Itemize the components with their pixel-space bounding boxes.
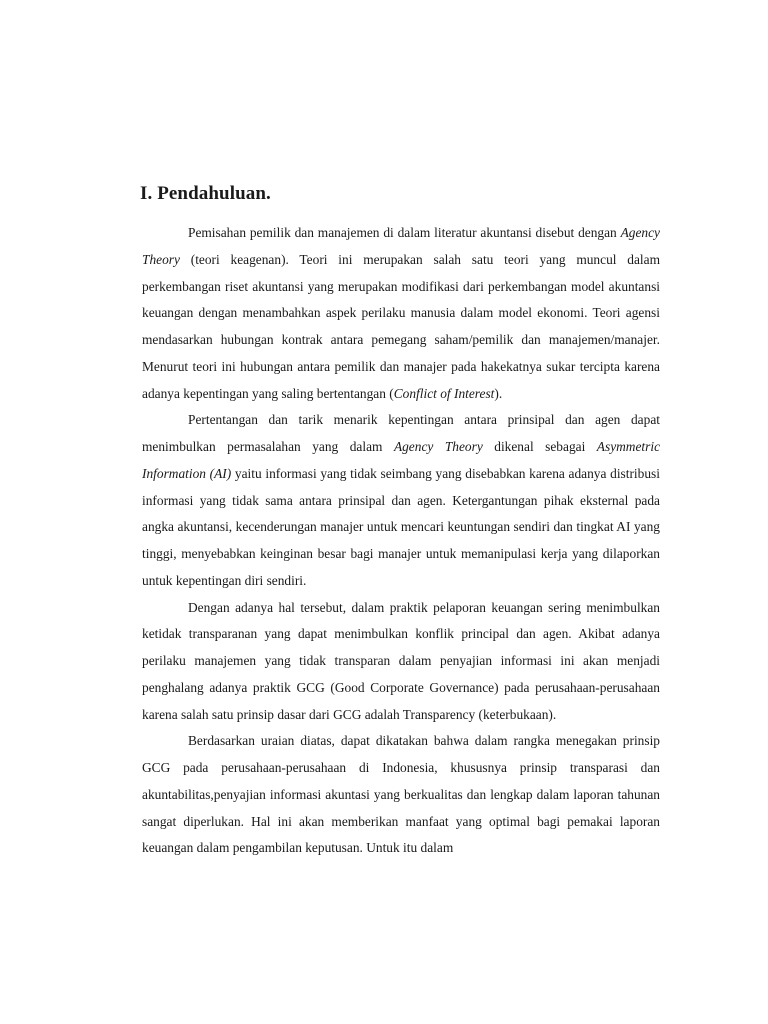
paragraph-2-italic-1: Agency Theory xyxy=(393,439,483,454)
paragraph-4 xyxy=(142,728,660,862)
paragraph-1-italic-2: Conflict of Interest xyxy=(393,385,495,401)
paragraph-2 xyxy=(142,407,660,594)
paragraph-1-italic-1: Agency Theory xyxy=(142,225,660,267)
paragraph-3 xyxy=(142,595,660,729)
paragraph-1 xyxy=(142,220,660,407)
paragraph-1-text-1: Pemisahan pemilik dan manajemen di dalam literatur akuntansi disebut dengan xyxy=(188,225,621,240)
paragraph-2-text-3: yaitu informasi yang tidak seimbang yang disebabkan karena adanya distribusi informasi yang tidak sama antara prinsipal dan agen. Ketergantungan pihak eksternal pada angka akuntansi, kecenderungan manajer untuk mencari keuntungan sendiri dan tingkat AI yang tinggi, menyebabkan keinginan besar bagi manajer untuk memanipulasi kerja yang dilaporkan untuk kepentingan diri sendiri. xyxy=(142,465,660,588)
paragraph-2-text-2: dikenal sebagai xyxy=(482,439,597,454)
paragraph-1-text-2: (teori keagenan). Teori ini merupakan salah satu teori yang muncul dalam perkembangan riset akuntansi yang merupakan modifikasi dari perkembangan model akuntansi keuangan dengan menambahkan aspek perilaku manusia dalam model ekonomi. Teori agensi mendasarkan hubungan kontrak antara pemegang saham/pemilik dan manajemen/manajer. Menurut teori ini hubungan antara pemilik dan manajer pada hakekatnya sukar tercipta karena adanya kepentingan yang saling bertentangan ( xyxy=(142,251,660,401)
document-body xyxy=(142,220,660,862)
section-heading: I. Pendahuluan. xyxy=(140,183,271,204)
paragraph-2-text-1: Pertentangan dan tarik menarik kepentingan antara prinsipal dan agen dapat menimbulkan permasalahan yang dalam xyxy=(142,412,660,454)
paragraph-4-text-1: Berdasarkan uraian diatas, dapat dikatakan bahwa dalam rangka menegakan prinsip GCG pada perusahaan-perusahaan di Indonesia, khususnya prinsip transparasi dan akuntabilitas,penyajian informasi akuntasi yang berkualitas dan lengkap dalam laporan tahunan sangat diperlukan. Hal ini akan memberikan manfaat yang optimal bagi pemakai laporan keuangan dalam pengambilan keputusan. Untuk itu dalam xyxy=(142,733,660,856)
paragraph-2-italic-2: Asymmetric Information (AI) xyxy=(142,439,661,481)
paragraph-1-text-3: ). xyxy=(494,385,503,401)
paragraph-3-text-1: Dengan adanya hal tersebut, dalam praktik pelaporan keuangan sering menimbulkan ketidak transparanan yang dapat menimbulkan konflik principal dan agen. Akibat adanya perilaku manajemen yang tidak transparan dalam penyajian informasi ini akan menjadi penghalang adanya praktik GCG (Good Corporate Governance) pada perusahaan-perusahaan karena salah satu prinsip dasar dari GCG adalah Transparency (keterbukaan). xyxy=(142,599,660,722)
